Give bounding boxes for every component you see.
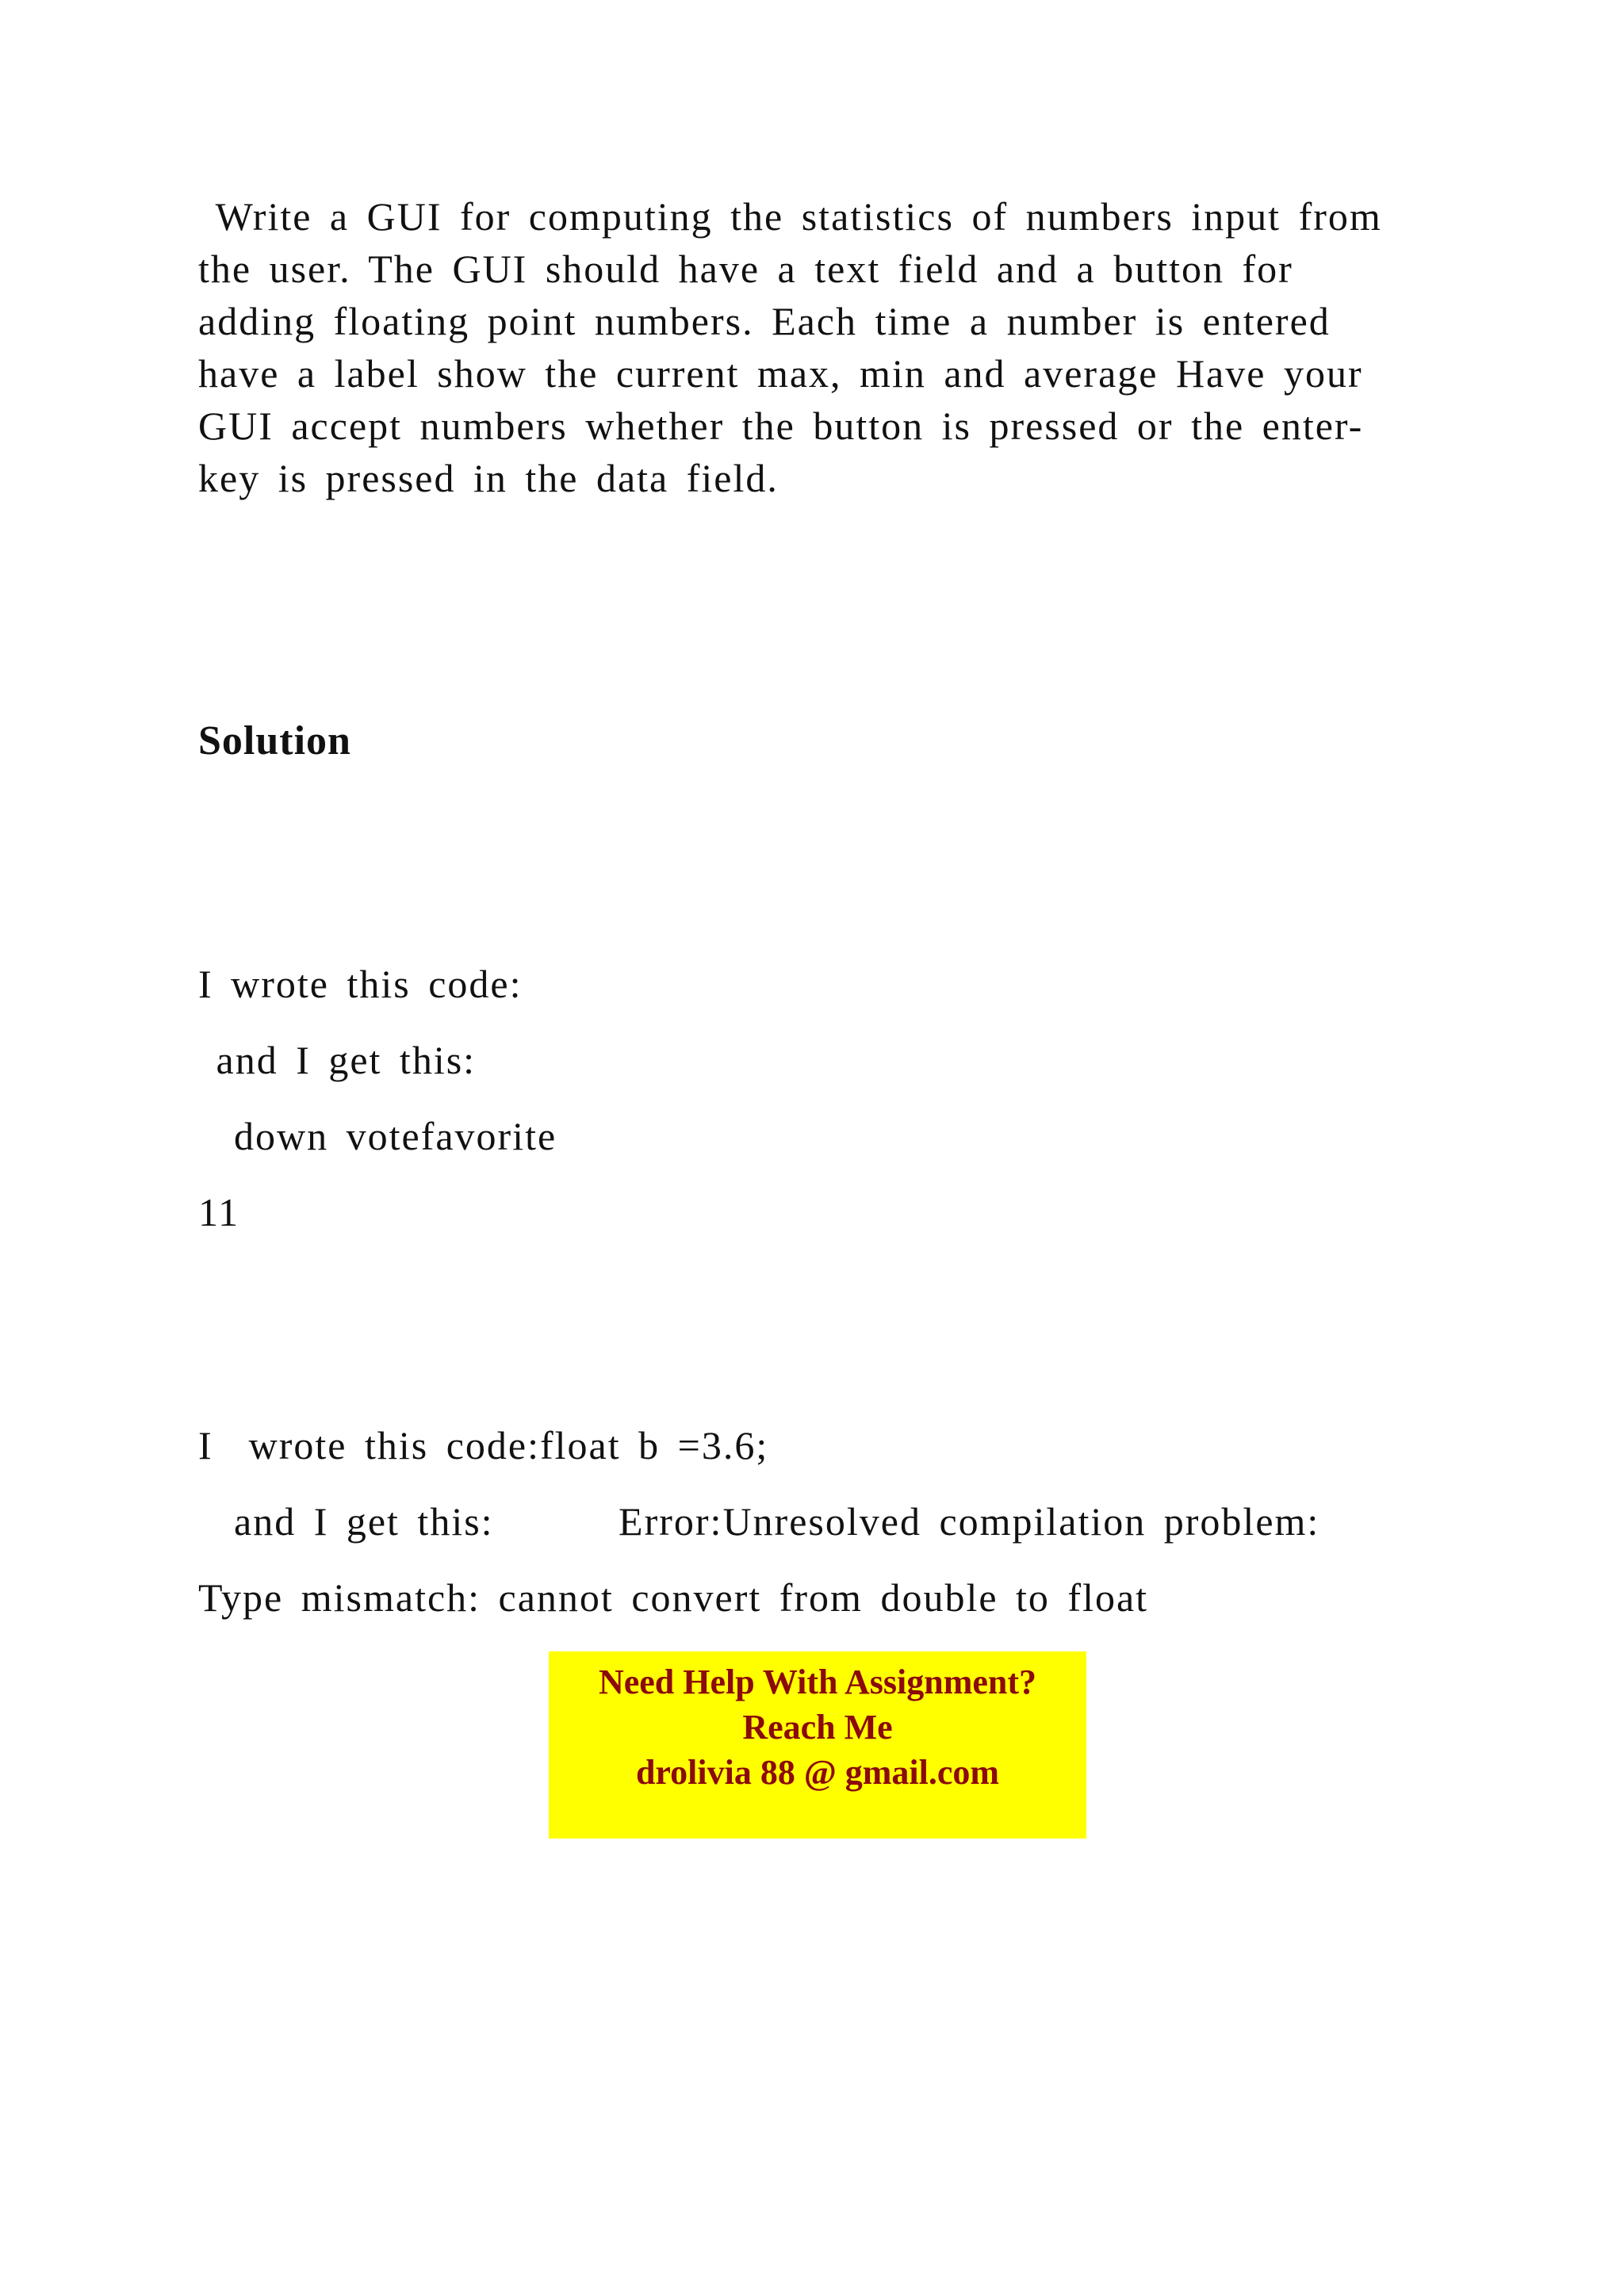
solution-paragraph: and I get this: Error:Unresolved compilation problem: <box>198 1499 1320 1544</box>
question-line: key is pressed in the data field. <box>198 456 779 500</box>
ad-line: Need Help With Assignment? <box>598 1663 1037 1701</box>
solution-paragraph: down votefavorite <box>198 1114 557 1158</box>
solution-heading: Solution <box>198 718 351 763</box>
question-line: have a label show the current max, min and average Have your <box>198 351 1363 396</box>
ad-line: Reach Me <box>742 1708 893 1747</box>
question-line: GUI accept numbers whether the button is pressed or the enter- <box>198 404 1364 448</box>
question-line: Write a GUI for computing the statistics of numbers input from <box>198 194 1382 239</box>
solution-paragraph: I wrote this code:float b =3.6; <box>198 1423 769 1468</box>
ad-email: drolivia 88 @ gmail.com <box>635 1753 1000 1792</box>
question-text <box>198 190 1451 504</box>
question-line: the user. The GUI should have a text field and a button for <box>198 247 1293 291</box>
vote-count: 11 <box>198 1190 240 1234</box>
solution-paragraph: Type mismatch: cannot convert from double to float <box>198 1575 1149 1620</box>
question-line: adding floating point numbers. Each time a number is entered <box>198 299 1331 343</box>
solution-paragraph: and I get this: <box>198 1038 477 1082</box>
contact-ad-banner <box>549 1651 1086 1839</box>
solution-paragraph: I wrote this code: <box>198 962 523 1006</box>
